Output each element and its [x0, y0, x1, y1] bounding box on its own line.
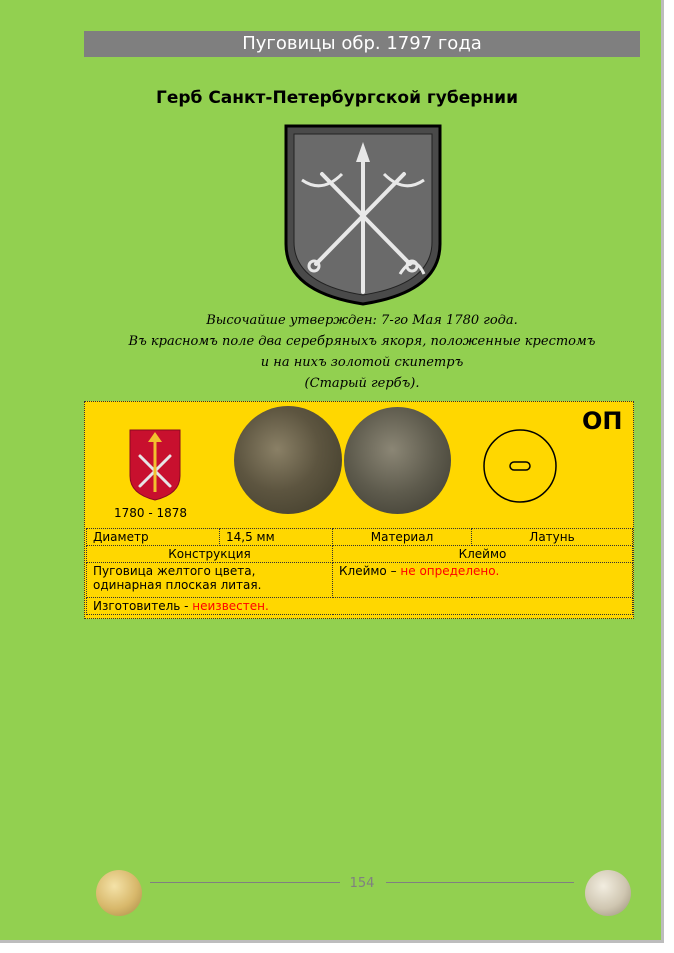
coat-of-arms-color — [128, 428, 182, 502]
maker-prefix: Изготовитель - — [93, 599, 193, 613]
header-bar — [84, 31, 640, 57]
construction-label: Конструкция — [87, 546, 333, 563]
maker-value: неизвестен. — [192, 599, 269, 613]
mark-prefix: Клеймо – — [339, 564, 401, 578]
caption-line-3: и на нихъ золотой скипетръ — [260, 355, 464, 370]
decor-button-left — [96, 870, 142, 916]
footer-divider-left — [150, 882, 340, 883]
diameter-label: Диаметр — [87, 529, 220, 546]
maker-cell — [87, 598, 633, 615]
caption-line-2: Въ красномъ поле два серебряныхъ якоря, положенные крестомъ — [128, 334, 596, 349]
page-number: 154 — [349, 876, 375, 891]
header-title: Пуговицы обр. 1797 года — [242, 33, 482, 54]
footer-divider-right — [386, 882, 574, 883]
table-row — [87, 529, 633, 546]
table-row — [87, 563, 633, 598]
mark-cell — [333, 563, 633, 598]
coat-of-arms-engraving — [284, 124, 442, 306]
info-table — [86, 528, 633, 615]
button-schema-icon — [482, 428, 558, 504]
button-photo-back — [344, 407, 451, 514]
construction-text: Пуговица желтого цвета, одинарная плоская литая. — [87, 563, 333, 598]
table-row — [87, 598, 633, 615]
material-value: Латунь — [472, 529, 633, 546]
caption-line-1: Высочайше утвержден: 7-го Мая 1780 года. — [206, 313, 518, 328]
button-photo-front — [234, 406, 342, 514]
years-label: 1780 - 1878 — [114, 506, 188, 520]
material-label: Материал — [333, 529, 472, 546]
caption-line-4: (Старый гербъ). — [304, 376, 420, 391]
decor-button-right — [585, 870, 631, 916]
mark-label: Клеймо — [333, 546, 633, 563]
mark-value: не определено. — [400, 564, 500, 578]
op-badge: ОП — [582, 407, 623, 435]
diameter-value: 14,5 мм — [220, 529, 333, 546]
caption — [0, 310, 674, 394]
section-title: Герб Санкт-Петербургской губернии — [156, 88, 518, 108]
table-row — [87, 546, 633, 563]
